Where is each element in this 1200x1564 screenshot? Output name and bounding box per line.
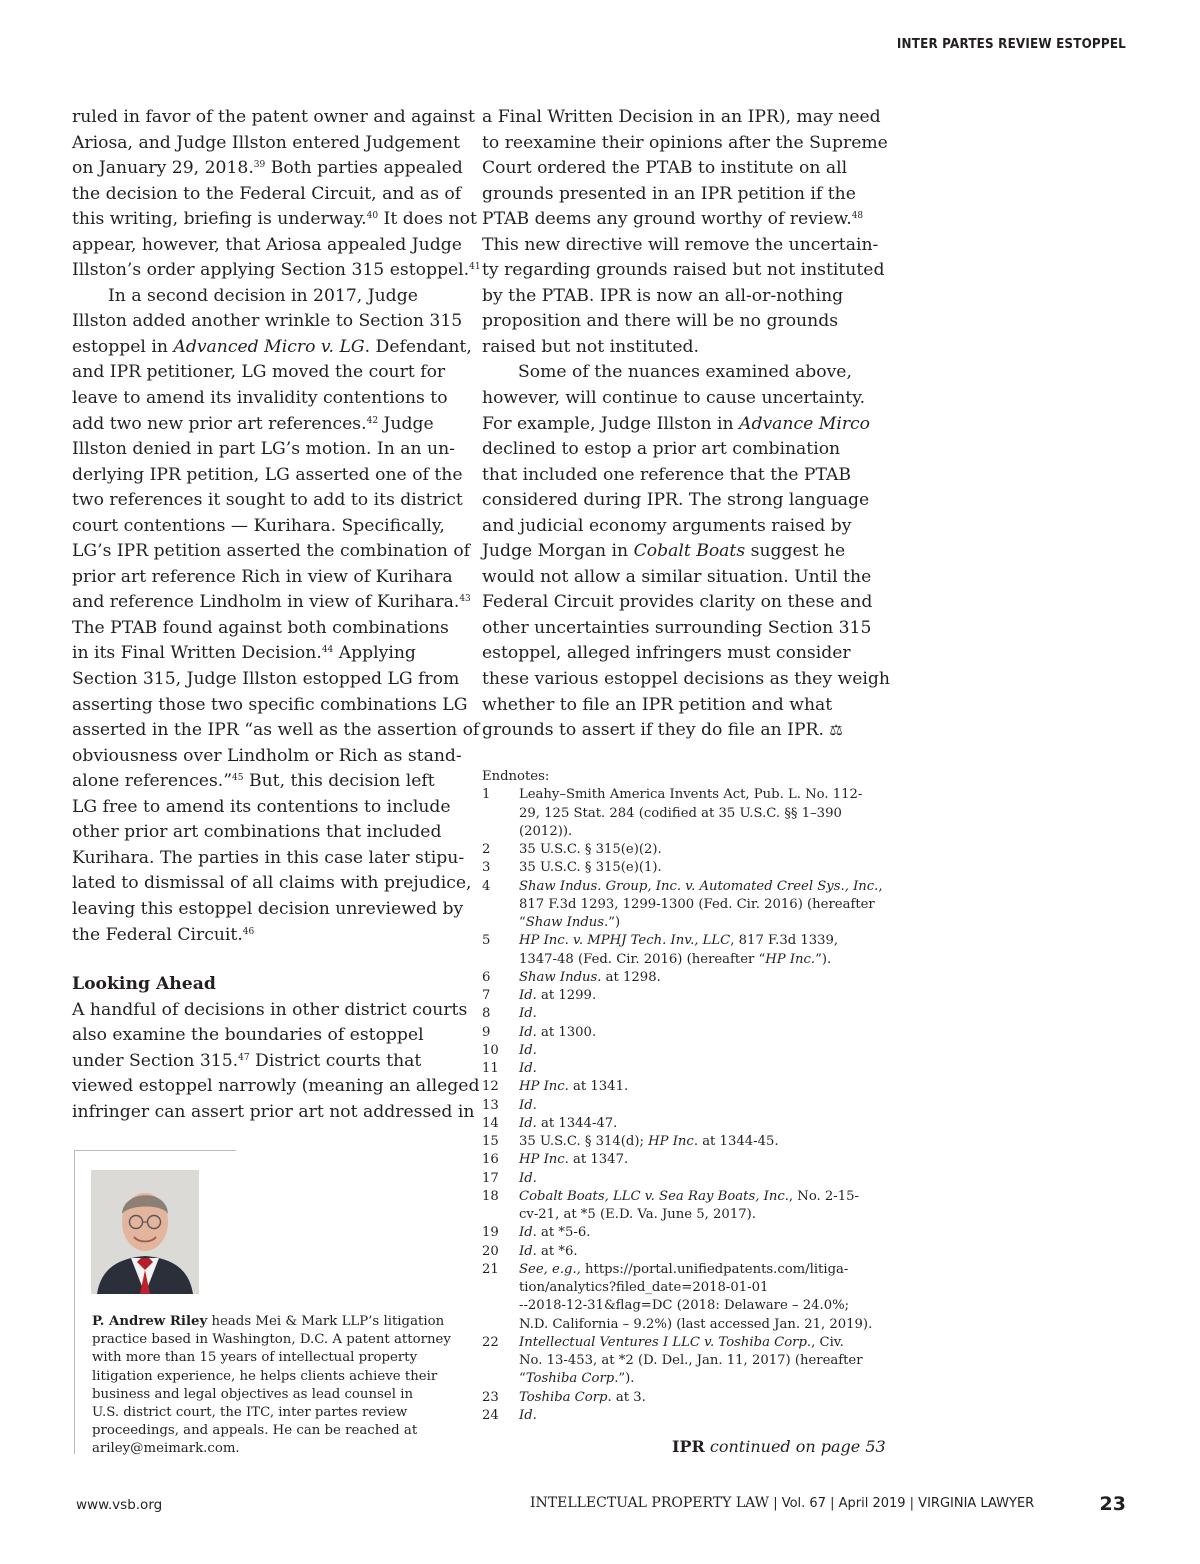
text-line: obviousness over Lindholm or Rich as stand- [72,745,462,766]
text-line: The PTAB found against both combinations [72,617,449,638]
endnote-number: 18 [482,1188,499,1204]
endnote-number: 17 [482,1170,499,1186]
page-number: 23 [1099,1493,1126,1515]
text-line: asserting those two specific combinations LG [72,694,468,715]
endnote-item [482,1407,872,1425]
endnote-item [482,1133,872,1151]
case-name: HP Inc [519,1079,565,1095]
text-line: A handful of decisions in other district courts [72,999,468,1020]
text-line: and IPR petitioner, LG moved the court for [72,362,446,383]
text-line: other prior art combinations that included [72,822,442,843]
text-line: Illston added another wrinkle to Section 315 [72,311,463,332]
case-name: Shaw Indus. Group, Inc. v. Automated Creel Sys., Inc. [519,878,879,894]
endnote-item [482,1243,872,1261]
text-line: court contentions — Kurihara. Specifically, [72,515,445,536]
text-line: Judge Morgan in [482,541,634,562]
author-email[interactable]: ariley@meimark.com. [92,1441,240,1457]
endnote-text: No. 13-453, at *2 (D. Del., Jan. 11, 2017) (hereafter [519,1353,863,1368]
endnote-item [482,987,872,1005]
text-line: lated to dismissal of all claims with prejudice, [72,873,472,894]
case-name: Cobalt Boats [633,541,746,562]
text-line: in its Final Written Decision. [72,643,322,664]
case-name: Id. [519,1170,537,1186]
text-line: In a second decision in 2017, Judge [108,285,418,306]
endnote-text: 35 U.S.C. § 314(d); [519,1134,649,1149]
endnote-number: 13 [482,1097,499,1113]
text-line: But, this decision left [243,771,435,792]
author-bio [92,1313,451,1459]
footer-publication [530,1495,1034,1511]
case-name: Advance Mirco [739,413,871,434]
endnote-text: . at 3. [607,1389,646,1405]
text-line: ty regarding grounds raised but not instituted [482,260,885,281]
endnote-text: ”) [608,915,621,930]
endnote-item [482,786,872,841]
text-line: two references it sought to add to its district [72,490,463,511]
text-line: ruled in favor of the patent owner and against [72,107,475,127]
endnote-text: . at 1298. [597,969,661,985]
text-line: proposition and there will be no grounds [482,311,839,332]
text-line: viewed estoppel narrowly (meaning an alleged [72,1076,480,1097]
endnote-number: 19 [482,1225,499,1241]
endnote-item [482,1024,872,1042]
text-line: other uncertainties surrounding Section 315 [482,617,872,638]
footnote-ref: 43 [459,594,471,605]
text-line: Section 315, Judge Illston estopped LG from [72,669,460,690]
endnote-number: 21 [482,1261,499,1277]
signal-text: See, e.g., [519,1261,581,1277]
case-name: Id. [519,988,537,1003]
endnote-number: 11 [482,1061,499,1076]
endnote-text: “ [519,915,526,930]
author-name: P. Andrew Riley [92,1314,208,1329]
endnote-item [482,1224,872,1242]
bio-text: proceedings, and appeals. He can be reached at [92,1423,418,1439]
text-line: however, will continue to cause uncertainty. [482,388,866,409]
endnote-text: , [878,878,883,894]
case-name: Id. [519,1407,537,1423]
endnote-number: 12 [482,1079,499,1095]
endnote-number: 24 [482,1407,499,1423]
bio-text: business and legal objectives as lead counsel in [92,1386,414,1402]
endnote-text: “ [519,1371,526,1387]
endnote-text: 35 U.S.C. § 315(e)(2). [519,842,662,857]
text-line: also examine the boundaries of estoppel [72,1025,424,1046]
text-line: grounds to assert if they do file an IPR. [482,720,830,741]
scales-of-justice-icon: ⚖ [829,721,843,740]
case-name: Shaw Indus. [525,915,609,930]
endnote-item [482,969,872,987]
endnote-number: 6 [482,969,491,985]
bio-text: practice based in Washington, D.C. A patent attorney [92,1332,451,1348]
footnote-ref: 46 [242,926,255,937]
endnote-text: 817 F.3d 1293, 1299-1300 (Fed. Cir. 2016) (hereafter [519,896,875,912]
text-line: by the PTAB. IPR is now an all-or-nothing [482,285,844,306]
footer-issue: | Vol. 67 | April 2019 | VIRGINIA LAWYER [769,1496,1035,1511]
endnote-number: 22 [482,1334,499,1350]
endnote-number: 10 [482,1042,499,1058]
endnote-link[interactable]: --2018-12-31&flag=DC (2018: Delaware – 24.0%; [519,1298,850,1314]
text-line: derlying IPR petition, LG asserted one of the [72,464,463,485]
text-line: estoppel in [72,336,174,357]
case-name: Toshiba Corp [525,1371,615,1387]
text-line: the decision to the Federal Circuit, and as of [72,183,462,204]
endnote-item [482,1389,872,1407]
text-line: Some of the nuances examined above, [518,362,852,383]
endnote-number: 3 [482,860,491,876]
footnote-ref: 40 [366,211,379,222]
bio-text: heads Mei & Mark LLP’s litigation [207,1314,445,1329]
text-line: whether to file an IPR petition and what [482,694,833,715]
endnote-item [482,1151,872,1169]
footnote-ref: 48 [851,211,864,222]
text-line: Federal Circuit provides clarity on these and [482,592,873,613]
text-line: LG free to amend its contentions to include [72,796,451,817]
endnote-text: , No. 2-15- [788,1188,860,1204]
endnote-number: 16 [482,1152,499,1168]
footnote-ref: 41 [469,262,481,273]
text-line: to reexamine their opinions after the Supreme [482,132,888,153]
endnote-item [482,1060,872,1078]
text-line: suggest he [745,541,846,562]
endnote-item [482,1005,872,1023]
endnote-item [482,1334,872,1389]
text-line: this writing, briefing is underway. [72,209,367,230]
case-name: Id. [519,1061,537,1076]
text-line: leaving this estoppel decision unreviewed by [72,898,464,919]
case-name: Advanced Micro v. LG [173,336,365,357]
endnote-item [482,932,872,969]
endnote-text: 1347-48 (Fed. Cir. 2016) (hereafter “ [519,951,766,967]
text-line: Judge [378,413,434,434]
endnote-link[interactable]: tion/analytics?filed_date=2018-01-01 [519,1280,769,1295]
endnote-text: .”). [614,1371,635,1387]
text-line: and reference Lindholm in view of Kurihara. [72,592,460,613]
endnote-text: . at 1344-45. [693,1134,779,1149]
endnote-link[interactable]: https://portal.unifiedpatents.com/litiga- [580,1261,849,1277]
text-line: PTAB deems any ground worthy of review. [482,209,852,230]
text-line: estoppel, alleged infringers must consider [482,643,851,664]
text-line: asserted in the IPR “as well as the assertion of [72,720,480,741]
endnote-text: cv-21, at *5 (E.D. Va. June 5, 2017). [519,1207,756,1222]
case-name: Id. [519,1097,537,1113]
case-name: Id. [519,1006,537,1022]
text-line: on January 29, 2018. [72,158,254,179]
case-name: Id. [519,1024,537,1040]
endnote-number: 9 [482,1024,491,1040]
endnote-text: ., Civ. [806,1334,844,1350]
endnote-number: 2 [482,842,491,857]
endnote-text: 35 U.S.C. § 315(e)(1). [519,860,662,876]
article-right-column [482,105,890,744]
text-line: leave to amend its invalidity contentions to [72,388,448,409]
endnote-text: . at 1347. [564,1152,629,1168]
text-line: the Federal Circuit. [72,924,243,945]
section-heading: Looking Ahead [72,974,216,995]
case-name: Shaw Indus [519,969,598,985]
text-line: appear, however, that Ariosa appealed Judge [72,234,462,255]
endnote-text: at 1300. [536,1024,597,1040]
text-line: considered during IPR. The strong language [482,490,870,511]
case-name: HP Inc. v. MPHJ Tech. Inv., LLC [519,933,731,949]
case-name: Id. [519,1115,537,1131]
endnote-number: 4 [482,878,491,894]
author-portrait-image [91,1170,199,1294]
endnote-text: , 817 F.3d 1339, [730,933,839,949]
endnote-number: 7 [482,988,491,1003]
endnote-item [482,1170,872,1188]
endnotes [482,768,883,1425]
article-left-column [72,105,481,1125]
continued-notice [672,1437,886,1456]
endnote-text: at 1344-47. [536,1115,618,1131]
endnote-text: (2012)). [519,823,573,839]
endnote-text: . at 1341. [564,1079,629,1095]
bio-text: with more than 15 years of intellectual property [92,1350,418,1366]
endnote-number: 15 [482,1134,499,1149]
text-line: Illston denied in part LG’s motion. In an un- [72,439,455,460]
text-line: District courts that [249,1050,422,1071]
text-line: alone references.” [72,771,233,792]
text-line: under Section 315. [72,1050,239,1071]
footnote-ref: 42 [366,415,379,426]
footer-section: INTELLECTUAL PROPERTY LAW [530,1495,770,1511]
text-line: that included one reference that the PTAB [482,464,852,485]
endnote-text: . at *5-6. [532,1225,591,1241]
running-header: INTER PARTES REVIEW ESTOPPEL [896,37,1126,52]
footer-website[interactable]: www.vsb.org [76,1497,163,1513]
footnote-ref: 44 [321,645,334,656]
text-line: Applying [333,643,416,664]
text-line: infringer can assert prior art not addressed in [72,1101,475,1122]
text-line: these various estoppel decisions as they weigh [482,669,890,690]
text-line: For example, Judge Illston in [482,413,740,434]
endnote-number: 20 [482,1243,499,1259]
case-name: Toshiba Corp [519,1389,608,1405]
bio-text: litigation experience, he helps clients achieve their [92,1368,438,1384]
case-name: HP Inc [519,1152,565,1168]
bio-text: U.S. district court, the ITC, inter partes review [92,1405,408,1421]
endnote-text: Leahy–Smith America Invents Act, Pub. L. No. 112- [519,787,863,803]
text-line: add two new prior art references. [72,413,367,434]
case-name: Intellectual Ventures I LLC v. Toshiba Corp [519,1334,807,1350]
case-name: Id [519,1225,533,1241]
text-line: a Final Written Decision in an IPR), may need [482,107,881,127]
continued-label: IPR [672,1437,705,1456]
text-line: and judicial economy arguments raised by [482,515,852,536]
text-line: Illston’s order applying Section 315 estoppel. [72,260,470,281]
endnote-item [482,841,872,859]
endnote-text: N.D. California – 9.2%) (last accessed Jan. 21, 2019). [519,1316,873,1332]
case-name: HP Inc. [765,951,816,967]
endnote-number: 8 [482,1006,491,1022]
endnote-text: at 1299. [536,988,597,1003]
case-name: Cobalt Boats, LLC v. Sea Ray Boats, Inc. [519,1188,789,1204]
endnote-text: 29, 125 Stat. 284 (codified at 35 U.S.C. §§ 1–390 [519,805,842,821]
endnote-item [482,1115,872,1133]
text-line: . Defendant, [364,336,472,357]
endnote-item [482,1261,872,1334]
footnote-ref: 47 [238,1052,250,1063]
endnotes-title: Endnotes: [482,769,550,784]
continued-text: continued on page 53 [704,1437,886,1456]
endnote-number: 23 [482,1389,499,1405]
text-line: prior art reference Rich in view of Kurihara [72,566,453,587]
endnote-text: . at *6. [532,1243,578,1259]
endnote-number: 1 [482,787,491,803]
endnote-number: 14 [482,1115,499,1131]
endnote-item [482,878,883,933]
bio-divider [74,1150,75,1454]
footnote-ref: 39 [253,160,266,171]
footnote-ref: 45 [232,773,244,784]
endnote-text: ”). [815,951,832,967]
endnote-item [482,1042,872,1060]
bio-divider [74,1150,236,1151]
endnote-number: 5 [482,933,491,949]
text-line: raised but not instituted. [482,336,699,357]
case-name: Id. [519,1042,537,1058]
endnote-item [482,1188,872,1225]
text-line: It does not [378,209,477,230]
endnote-item [482,1097,872,1115]
endnote-item [482,1078,872,1096]
text-line: This new directive will remove the uncertain- [482,234,879,255]
text-line: Both parties appealed [265,158,463,179]
endnote-item [482,859,872,877]
case-name: HP Inc [648,1134,694,1149]
author-photo [91,1170,199,1294]
text-line: grounds presented in an IPR petition if the [482,183,856,204]
text-line: would not allow a similar situation. Until the [482,566,872,587]
text-line: Ariosa, and Judge Illston entered Judgement [72,132,460,153]
text-line: LG’s IPR petition asserted the combination of [72,541,471,562]
text-line: Kurihara. The parties in this case later stipu- [72,847,465,868]
text-line: Court ordered the PTAB to institute on all [482,158,848,179]
text-line: declined to estop a prior art combination [482,439,841,460]
case-name: Id [519,1243,533,1259]
